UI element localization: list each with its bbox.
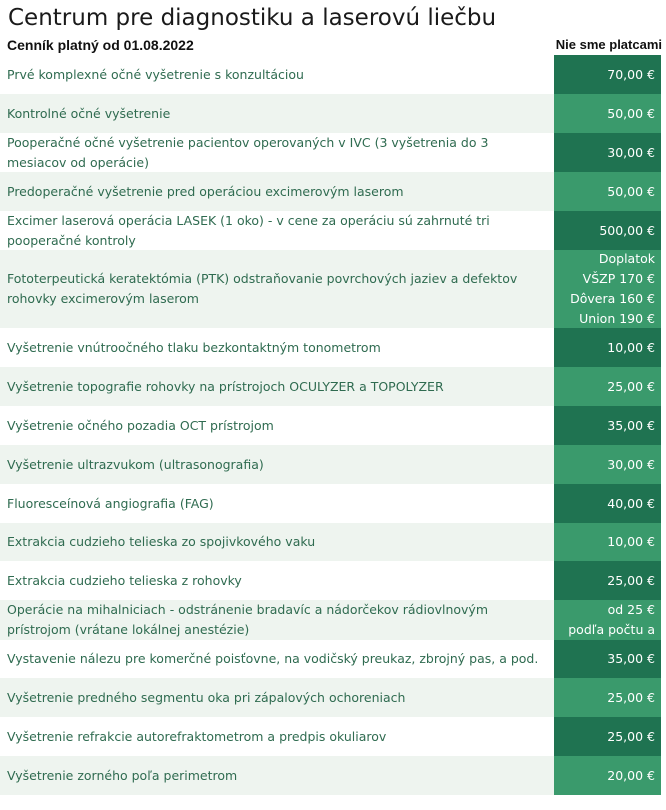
service-description: [0, 406, 554, 445]
table-row: [0, 561, 666, 600]
service-price-line: 10,00 €: [607, 534, 655, 549]
service-price: [554, 94, 661, 133]
service-description-text: Fototerpeutická keratektómia (PTK) odstraňovanie povrchových jaziev a defektov rohovky excimerovým laserom: [7, 271, 518, 306]
service-description: [0, 561, 554, 600]
service-price-line: 35,00 €: [607, 417, 655, 433]
service-description-text: Excimer laserová operácia LASEK (1 oko) - v cene za operáciu sú zahrnuté tri pooperačné kontroly: [7, 212, 490, 248]
service-description: [0, 600, 554, 640]
table-row: [0, 717, 666, 756]
service-price-line: 25,00 €: [607, 728, 655, 744]
table-row: [0, 523, 666, 561]
service-price-line: Doplatok: [598, 251, 655, 266]
service-description: [0, 445, 554, 484]
service-description: [0, 55, 554, 94]
service-price-line: 35,00 €: [607, 651, 655, 666]
service-price: [554, 406, 661, 445]
service-description-text: Fluoresceínová angiografia (FAG): [7, 495, 214, 511]
service-description-text: Extrakcia cudzieho telieska z rohovky: [7, 572, 242, 588]
service-description: [0, 484, 554, 523]
table-row: [0, 367, 666, 406]
service-description-text: Vyšetrenie zorného poľa perimetrom: [7, 767, 238, 783]
service-description: [0, 640, 554, 678]
service-price-line: 25,00 €: [607, 572, 655, 588]
service-price-line: 500,00 €: [599, 222, 655, 238]
table-row: [0, 55, 666, 94]
table-row: [0, 172, 666, 211]
service-price-line: 50,00 €: [607, 105, 655, 121]
service-description-text: Pooperačné očné vyšetrenie pacientov operovaných v IVC (3 vyšetrenia do 3 mesiacov od operácie): [7, 134, 489, 170]
service-description-text: Operácie na mihalniciach - odstránenie bradavíc a nádorčekov rádiovlnovým prístrojom (vrátane lokálnej anestézie): [7, 602, 488, 637]
service-price-line: 25,00 €: [607, 378, 655, 394]
service-description: [0, 678, 554, 717]
service-price-line: 50,00 €: [607, 183, 655, 199]
service-description-text: Vyšetrenie vnútroočného tlaku bezkontaktným tonometrom: [7, 339, 381, 355]
service-description-text: Predoperačné vyšetrenie pred operáciou excimerovým laserom: [7, 183, 404, 199]
service-price: [554, 561, 661, 600]
service-price: [554, 600, 661, 640]
service-description-text: Vystavenie nálezu pre komerčné poisťovne, na vodičský preukaz, zbrojný pas, a pod.: [7, 651, 539, 666]
service-description-text: Prvé komplexné očné vyšetrenie s konzultáciou: [7, 66, 304, 82]
table-row: [0, 406, 666, 445]
service-description: [0, 133, 554, 172]
service-price: [554, 55, 661, 94]
service-price-line: od 25 €: [607, 602, 655, 617]
service-price-line: podľa počtu a: [568, 622, 655, 637]
service-price: [554, 328, 661, 367]
table-row: [0, 211, 666, 250]
service-price-line: Dôvera 160 €: [570, 291, 655, 306]
service-description-text: Vyšetrenie topografie rohovky na prístrojoch OCULYZER a TOPOLYZER: [7, 378, 444, 394]
table-row: [0, 94, 666, 133]
service-description: [0, 172, 554, 211]
service-description: [0, 250, 554, 328]
service-price: [554, 211, 661, 250]
service-description-text: Vyšetrenie predného segmentu oka pri zápalových ochoreniach: [7, 689, 406, 705]
table-row: [0, 484, 666, 523]
service-price: [554, 640, 661, 678]
service-price: [554, 484, 661, 523]
page-title: Centrum pre diagnostiku a laserovú liečbu: [8, 5, 497, 31]
validity-date-label: Cenník platný od 01.08.2022: [7, 37, 194, 53]
table-row: [0, 445, 666, 484]
service-price: [554, 250, 661, 328]
service-price: [554, 717, 661, 756]
service-description-text: Extrakcia cudzieho telieska zo spojivkového vaku: [7, 534, 316, 549]
table-row: [0, 678, 666, 717]
service-description: [0, 367, 554, 406]
service-price-line: VŠZP 170 €: [582, 271, 655, 286]
service-price: [554, 445, 661, 484]
service-description-text: Vyšetrenie očného pozadia OCT prístrojom: [7, 417, 274, 433]
service-description-text: Kontrolné očné vyšetrenie: [7, 105, 171, 121]
price-column-header: Nie sme platcami: [555, 37, 662, 52]
service-price: [554, 133, 661, 172]
service-description-text: Vyšetrenie ultrazvukom (ultrasonografia): [7, 456, 264, 472]
table-row: [0, 600, 666, 640]
price-list-header: [0, 35, 666, 55]
table-row: [0, 756, 666, 795]
service-price: [554, 523, 661, 561]
service-description: [0, 523, 554, 561]
table-row: [0, 250, 666, 328]
service-price-line: 20,00 €: [607, 767, 655, 783]
price-table: [0, 55, 666, 795]
service-price-line: 10,00 €: [607, 339, 655, 355]
service-description: [0, 717, 554, 756]
table-row: [0, 328, 666, 367]
service-description: [0, 94, 554, 133]
service-price: [554, 678, 661, 717]
service-description-text: Vyšetrenie refrakcie autorefraktometrom a predpis okuliarov: [7, 728, 387, 744]
service-description: [0, 328, 554, 367]
service-price-line: 30,00 €: [607, 456, 655, 472]
table-row: [0, 133, 666, 172]
service-price: [554, 367, 661, 406]
service-price-line: 40,00 €: [607, 495, 655, 511]
service-price-line: 30,00 €: [607, 144, 655, 160]
service-price-line: 25,00 €: [607, 689, 655, 705]
table-row: [0, 640, 666, 678]
service-price: [554, 172, 661, 211]
service-price-line: Union 190 €: [579, 311, 655, 326]
service-description: [0, 756, 554, 795]
service-price: [554, 756, 661, 795]
service-description: [0, 211, 554, 250]
service-price-line: 70,00 €: [607, 66, 655, 82]
